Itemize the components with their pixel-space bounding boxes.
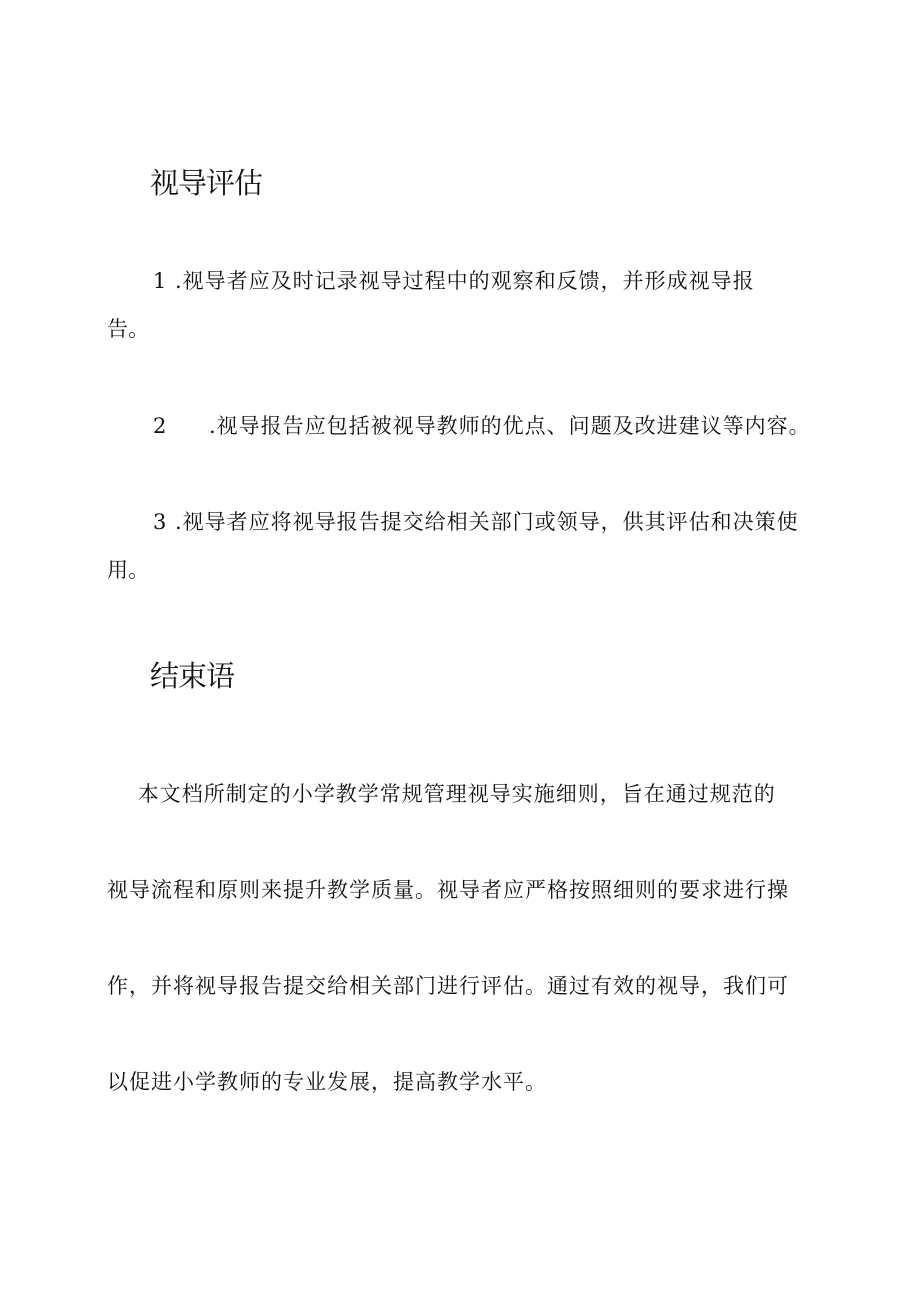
conclusion-paragraph	[107, 722, 827, 1154]
list-item-1-line-1	[107, 257, 847, 305]
list-item-1-text: .视导者应及时记录视导过程中的观察和反馈，并形成视导报	[175, 269, 755, 293]
list-item-3	[107, 498, 847, 594]
list-item-2-line-1	[107, 402, 847, 450]
section-heading-evaluation: 视导评估	[150, 166, 263, 200]
list-item-2	[107, 402, 847, 450]
section-heading-conclusion: 结束语	[150, 659, 235, 693]
conclusion-line-1: 本文档所制定的小学教学常规管理视导实施细则，旨在通过规范的	[107, 782, 776, 806]
list-item-3-number: 3	[153, 510, 167, 534]
list-item-3-line-2: 用。	[107, 558, 149, 582]
conclusion-line-3: 作，并将视导报告提交给相关部门进行评估。通过有效的视导，我们可	[107, 974, 789, 998]
list-item-3-text: .视导者应将视导报告提交给相关部门或领导，供其评估和决策使	[175, 510, 799, 534]
conclusion-line-4: 以促进小学教师的专业发展，提高教学水平。	[107, 1070, 547, 1094]
list-item-3-line-1	[107, 498, 847, 546]
conclusion-line-2: 视导流程和原则来提升教学质量。视导者应严格按照细则的要求进行操	[107, 878, 789, 902]
list-item-1-line-2: 告。	[107, 317, 149, 341]
list-item-2-text: .视导报告应包括被视导教师的优点、问题及改进建议等内容。	[209, 414, 811, 438]
list-item-2-number: 2	[153, 414, 167, 438]
list-item-1-number: 1	[153, 269, 167, 293]
list-item-1	[107, 257, 847, 353]
